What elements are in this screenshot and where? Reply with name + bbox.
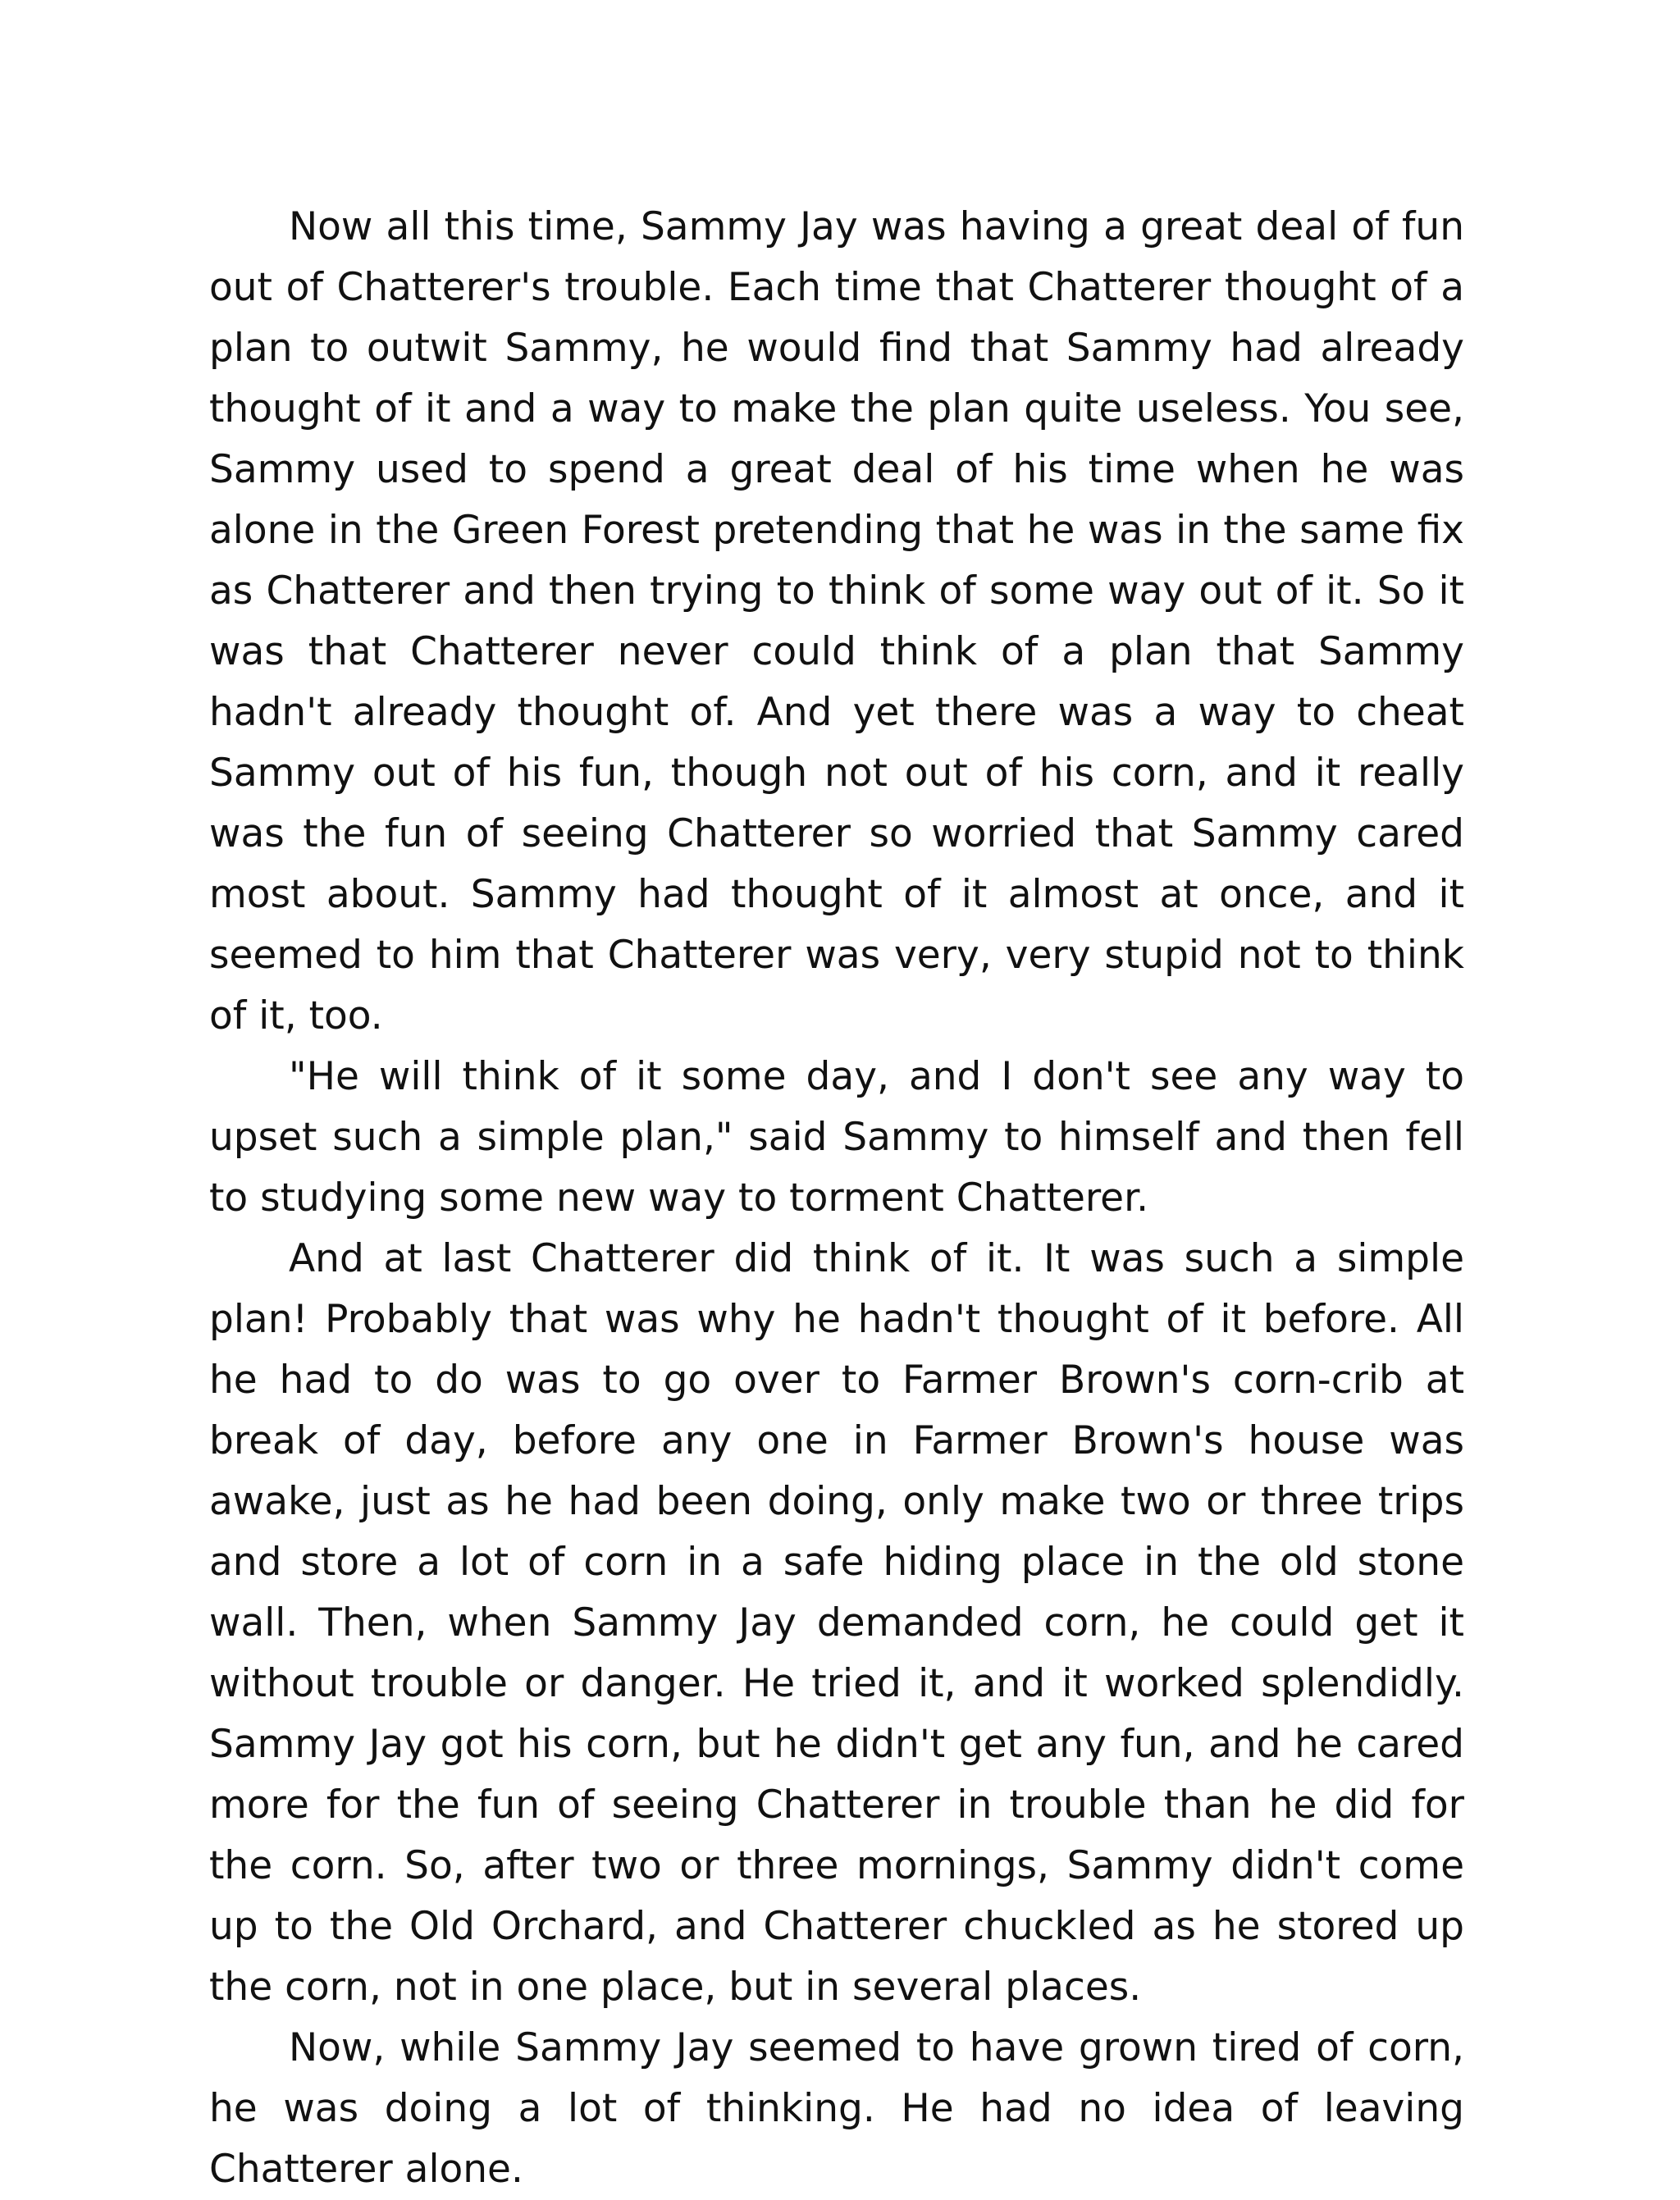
paragraph-3: And at last Chatterer did think of it. It was such a simple plan! Probably that was why he hadn't thought of it before. All he had to do was to go over to Farmer Brown's corn-crib at break of day, before any one in Farmer Brown's house was awake, just as he had been doing, only make two or three trips and store a lot of corn in a safe hiding place in the old stone wall. Then, when Sammy Jay demanded corn, he could get it without trouble or danger. He tried it, and it worked splendidly. Sammy Jay got his corn, but he didn't get any fun, and he cared more for the fun of seeing Chatterer in trouble than he did for the corn. So, after two or three mornings, Sammy didn't come up to the Old Orchard, and Chatterer chuckled as he stored up the corn, not in one place, but in several places. [209, 1236, 1464, 2010]
page-body-text [209, 197, 1464, 2200]
paragraph-1: Now all this time, Sammy Jay was having a great deal of fun out of Chatterer's trouble. Each time that Chatterer thought of a plan to outwit Sammy, he would find that Sammy had already thought of it and a way to make the plan quite useless. You see, Sammy used to spend a great deal of his time when he was alone in the Green Forest pretending that he was in the same fix as Chatterer and then trying to think of some way out of it. So it was that Chatterer never could think of a plan that Sammy hadn't already thought of. And yet there was a way to cheat Sammy out of his fun, though not out of his corn, and it really was the fun of seeing Chatterer so worried that Sammy cared most about. Sammy had thought of it almost at once, and it seemed to him that Chatterer was very, very stupid not to think of it, too. [209, 204, 1464, 1038]
paragraph-4: Now, while Sammy Jay seemed to have grown tired of corn, he was doing a lot of thinking. He had no idea of leaving Chatterer alone. [209, 2025, 1464, 2192]
paragraph-2: "He will think of it some day, and I don't see any way to upset such a simple plan," said Sammy to himself and then fell to studying some new way to torment Chatterer. [209, 1054, 1464, 1221]
